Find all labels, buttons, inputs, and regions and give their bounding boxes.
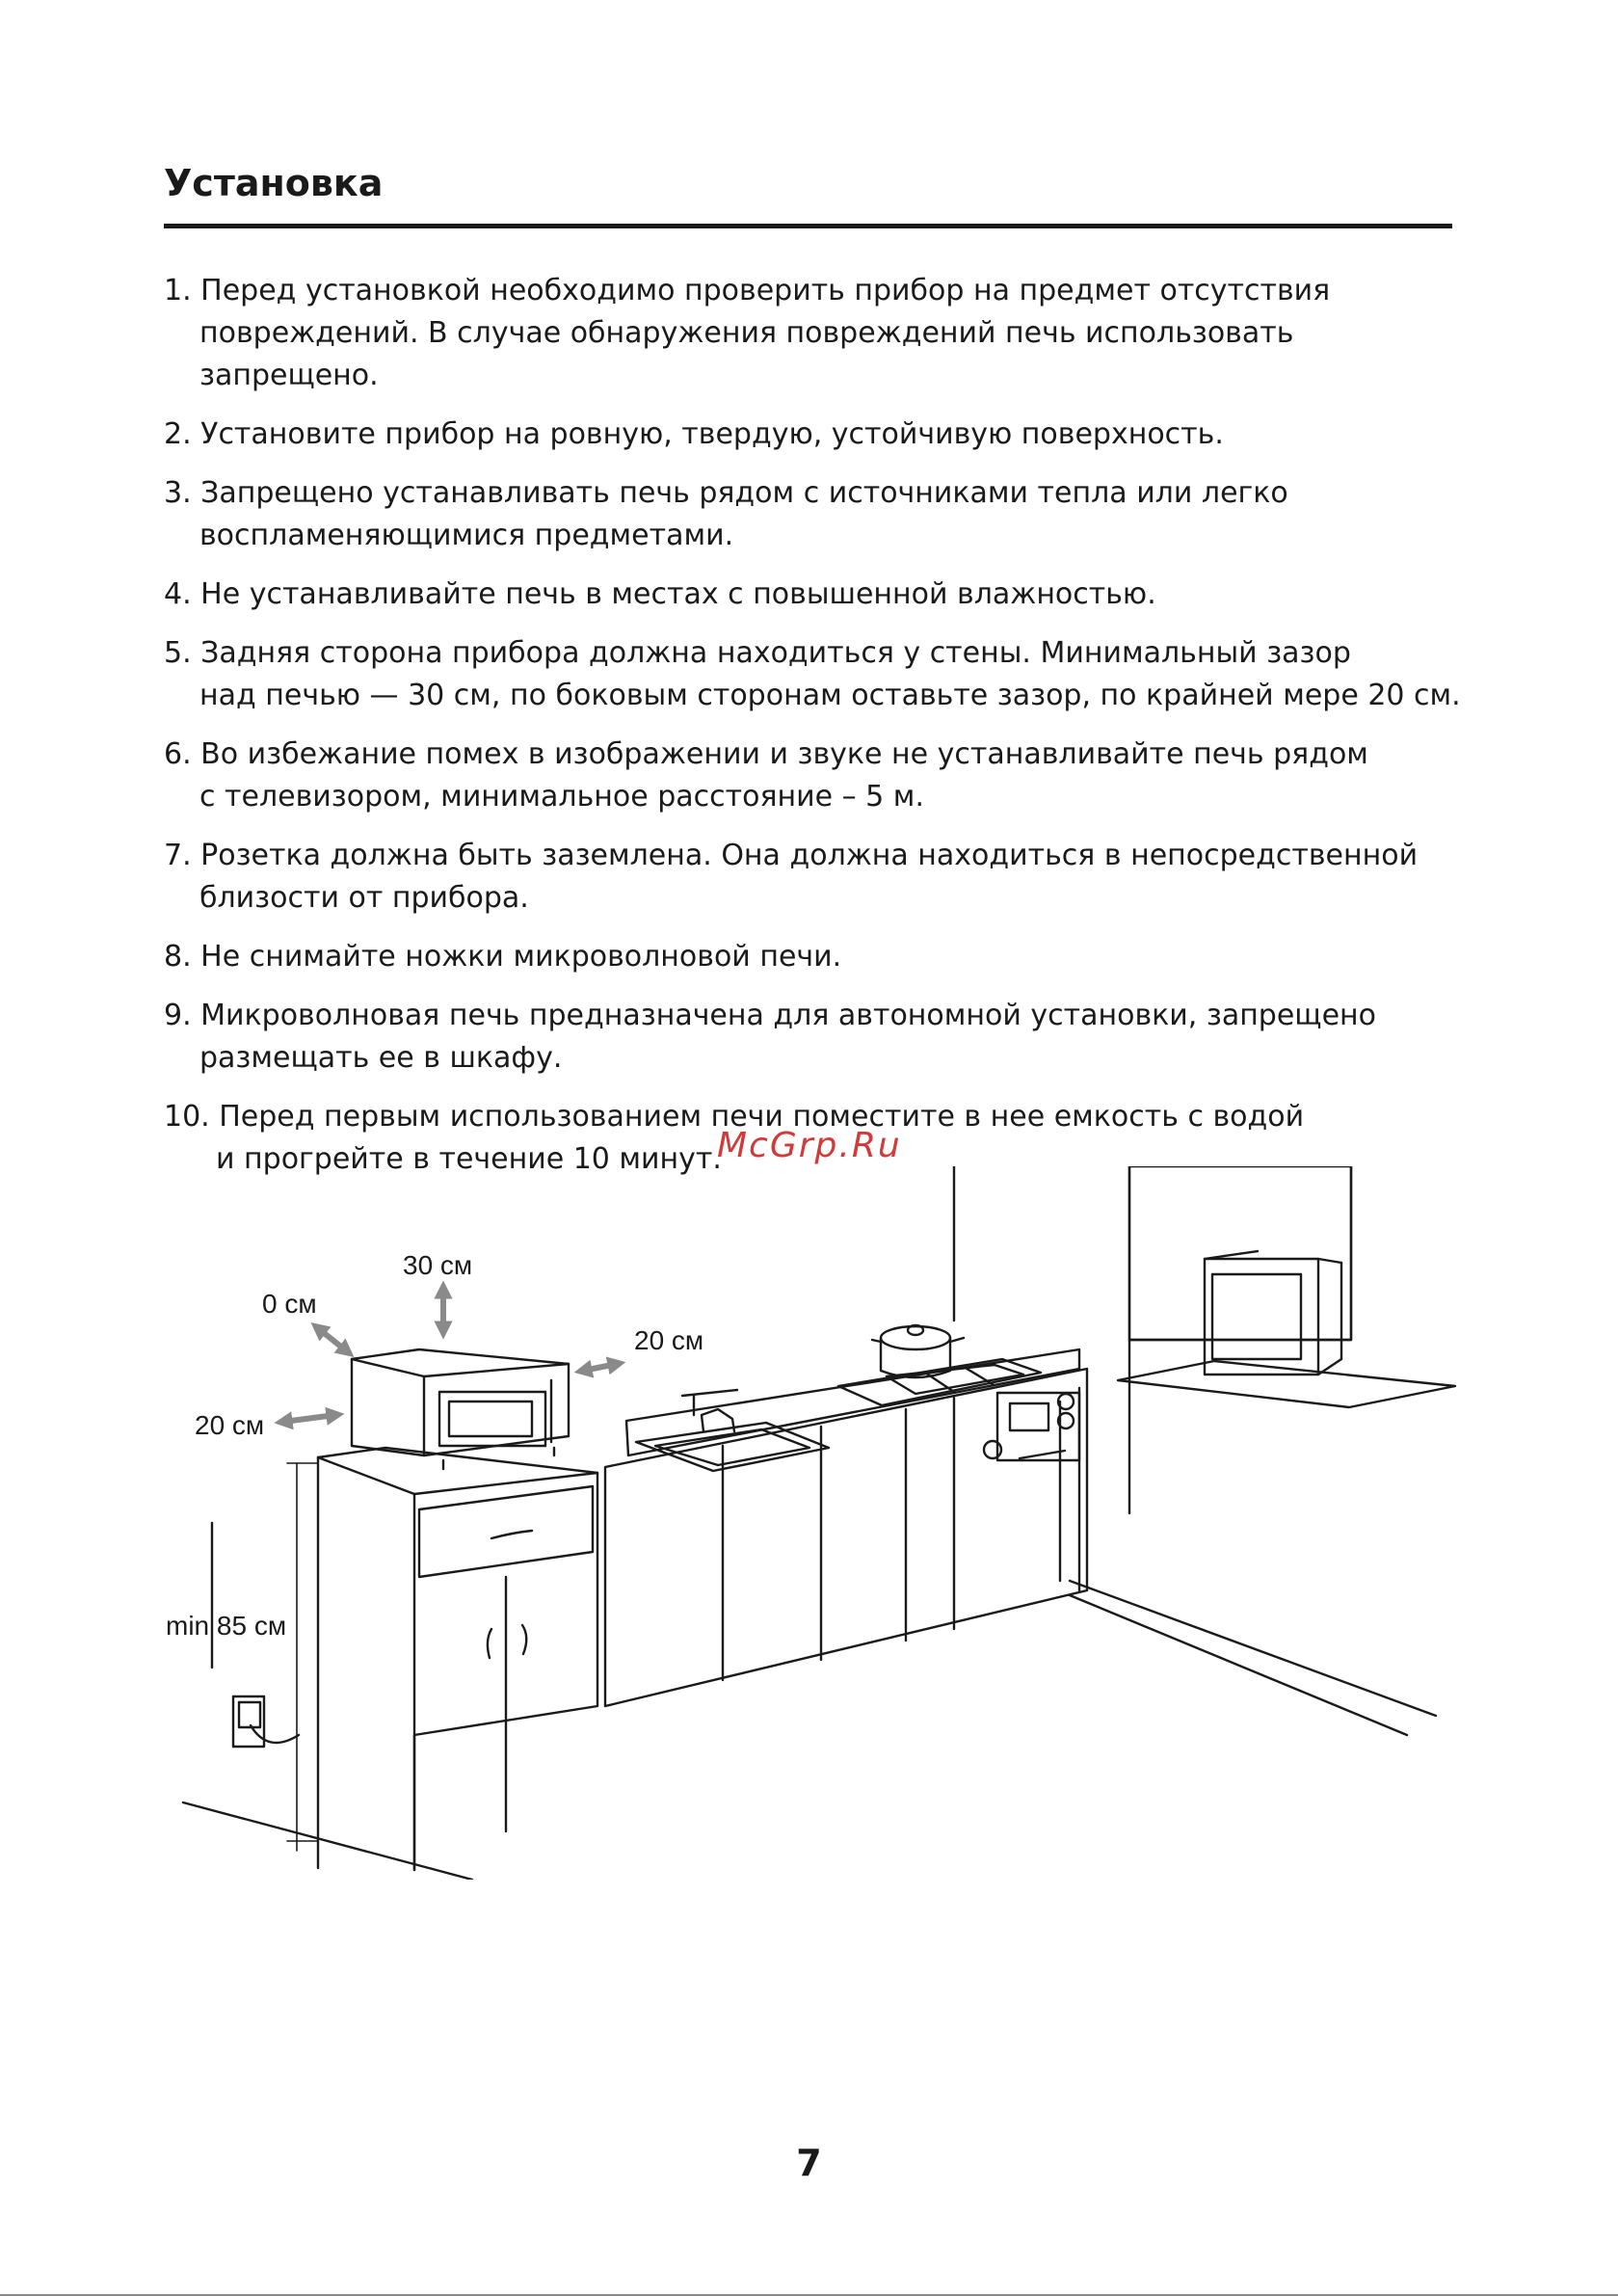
kitchen-installation-diagram	[154, 1166, 1465, 1880]
watermark: McGrp.Ru	[717, 1126, 902, 1165]
instruction-item-7: 7. Розетка должна быть заземлена. Она должна находиться в непосредственной близости от прибора.	[164, 839, 1419, 915]
instruction-item-8: 8. Не снимайте ножки микроволновой печи.	[164, 940, 842, 974]
instruction-item-1: 1. Перед установкой необходимо проверить прибор на предмет отсутствия повреждений. В случае обнаружения повреждений печь использовать запрещено.	[164, 274, 1331, 392]
title-divider	[164, 224, 1452, 228]
label-min-height: min 85 см	[166, 1611, 287, 1641]
instruction-item-2: 2. Установите прибор на ровную, твердую, устойчивую поверхность.	[164, 417, 1224, 451]
instruction-item-3: 3. Запрещено устанавливать печь рядом с источниками тепла или легко воспламеняющимися предметами.	[164, 476, 1288, 552]
label-right-clearance: 20 см	[634, 1325, 704, 1355]
arrow-back-clearance	[318, 1328, 347, 1351]
kitchen-line-art	[183, 1166, 1455, 1880]
instruction-item-10: 10. Перед первым использованием печи поместите в нее емкость с водой и прогрейте в течение 10 минут.	[164, 1100, 1305, 1176]
installation-instructions	[164, 270, 1474, 1197]
label-left-clearance: 20 см	[195, 1410, 265, 1440]
instruction-item-9: 9. Микроволновая печь предназначена для автономной установки, запрещено размещать ее в шкафу.	[164, 999, 1376, 1075]
page-title: Установка	[164, 162, 384, 204]
instruction-item-5: 5. Задняя сторона прибора должна находиться у стены. Минимальный зазор над печью — 30 см, по боковым сторонам оставьте зазор, по крайней мере 20 см.	[164, 636, 1461, 712]
label-top-clearance: 30 см	[403, 1250, 473, 1280]
page-number: 7	[796, 2142, 822, 2184]
instruction-item-6: 6. Во избежание помех в изображении и звуке не устанавливайте печь рядом с телевизором, минимальное расстояние – 5 м.	[164, 737, 1368, 814]
arrow-left-clearance	[283, 1415, 335, 1422]
instruction-item-4: 4. Не устанавливайте печь в местах с повышенной влажностью.	[164, 577, 1156, 611]
arrow-right-clearance	[583, 1364, 617, 1371]
label-back-clearance: 0 см	[262, 1289, 317, 1319]
